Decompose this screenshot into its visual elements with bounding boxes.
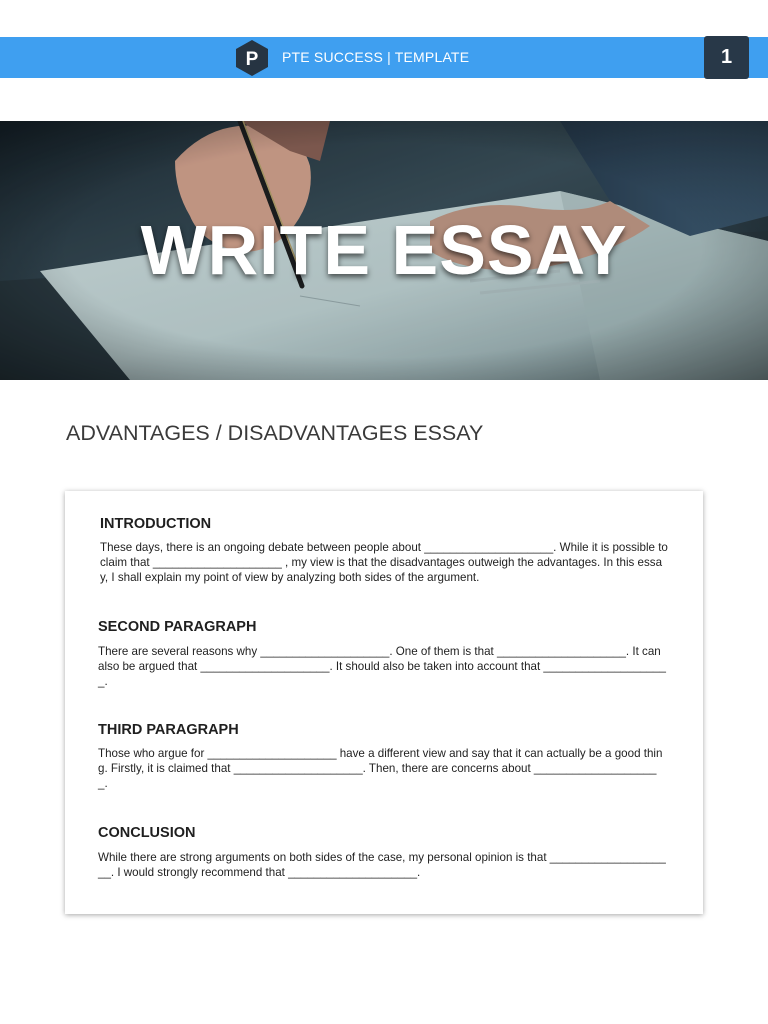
section-title: ADVANTAGES / DISADVANTAGES ESSAY (66, 421, 484, 445)
second-paragraph-heading: SECOND PARAGRAPH (98, 619, 257, 635)
introduction-section (100, 516, 668, 585)
conclusion-section (98, 825, 666, 881)
conclusion-heading: CONCLUSION (98, 825, 196, 841)
third-paragraph-section (98, 722, 666, 791)
header-bar (0, 37, 768, 78)
third-paragraph-text: Those who argue for ____________________ have a different view and say that it can actually be a good thing. Firstly, it is claimed that ____________________. Then, there are concerns about ____________________. (98, 747, 663, 790)
brand-text: PTE SUCCESS | TEMPLATE (282, 49, 470, 65)
conclusion-text: While there are strong arguments on both sides of the case, my personal opinion is that ____________________. I would strongly recommend that ____________________. (98, 851, 666, 879)
essay-template-card (65, 491, 703, 914)
pte-logo-icon (234, 39, 270, 77)
introduction-text: These days, there is an ongoing debate between people about ____________________. While it is possible to claim that ____________________ , my view is that the disadvantages outweigh the advantages. In this essay, I shall explain my point of view by analyzing both sides of the argument. (100, 541, 668, 584)
introduction-heading: INTRODUCTION (100, 516, 212, 532)
hero-title: WRITE ESSAY (140, 210, 628, 289)
hero-banner (0, 121, 768, 380)
logo-letter: P (245, 49, 259, 70)
second-paragraph-section (98, 619, 666, 689)
third-paragraph-heading: THIRD PARAGRAPH (98, 722, 239, 738)
page-number-badge: 1 (704, 36, 749, 79)
second-paragraph-text: There are several reasons why ____________________. One of them is that ____________________. It can also be argued that ____________________. It should also be taken into account that ____________________. (98, 645, 666, 688)
